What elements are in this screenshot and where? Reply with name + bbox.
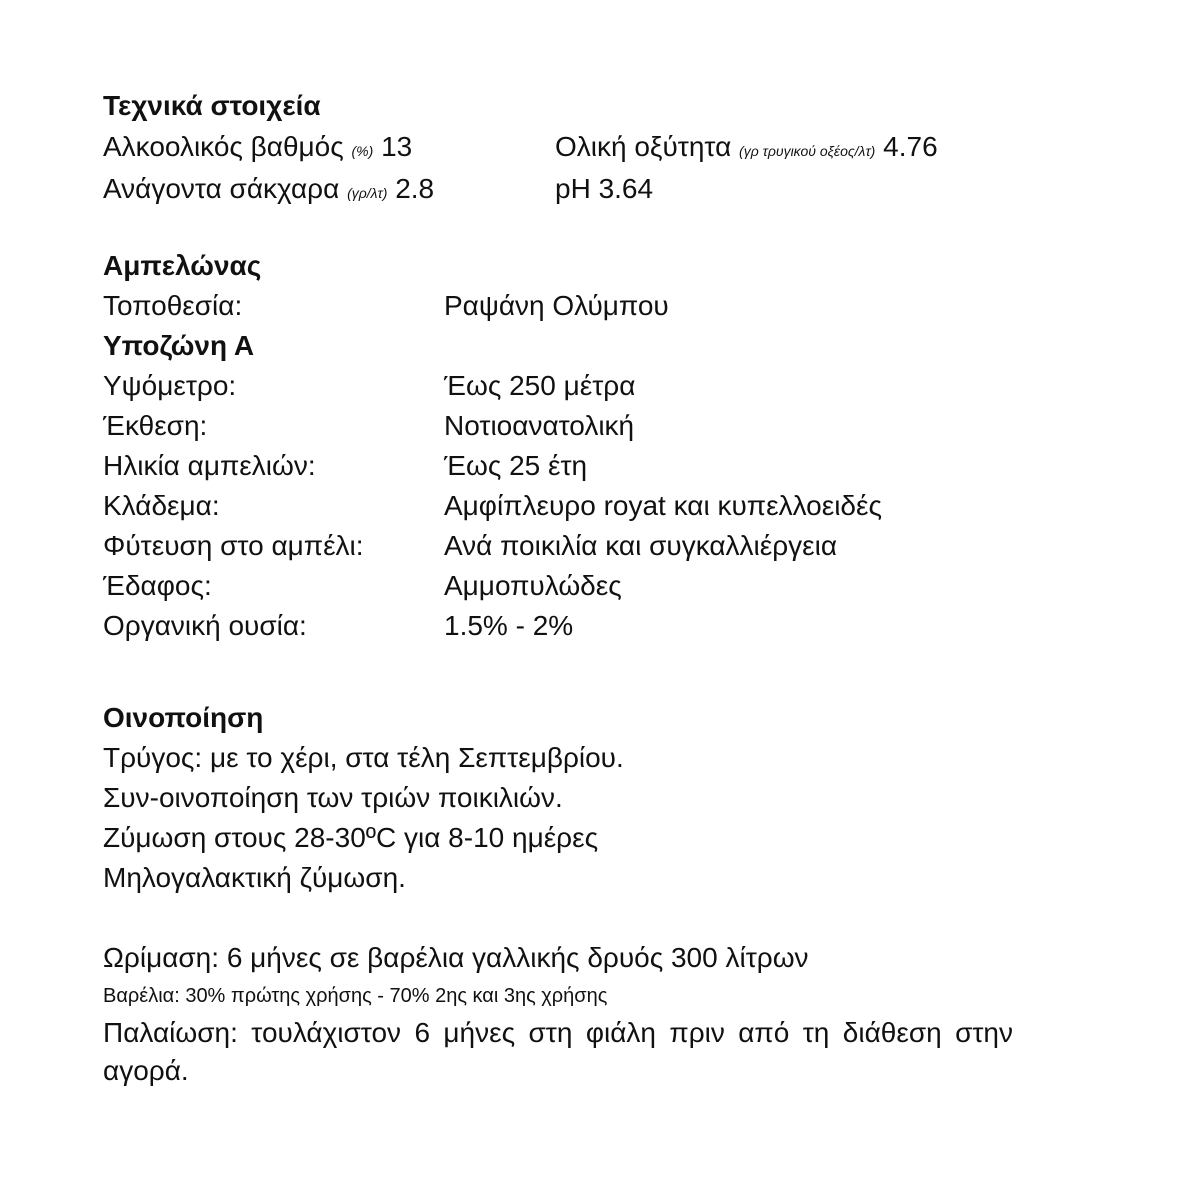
alcohol-row [103, 126, 412, 172]
sugars-value: 2.8 [395, 173, 435, 204]
sugars-unit: (γρ/λτ) [347, 185, 388, 201]
vineyard-row-value: 1.5% - 2% [444, 610, 574, 641]
vineyard-row-value: Αμμοπυλώδες [444, 570, 622, 601]
vineyard-row [103, 566, 1063, 606]
winemaking-line: Τρύγος: με το χέρι, στα τέλη Σεπτεμβρίου. [103, 742, 624, 773]
vineyard-row-value: Αμφίπλευρο royat και κυπελλοειδές [444, 490, 882, 521]
spacer [103, 210, 1063, 246]
alcohol-value: 13 [381, 131, 413, 162]
vineyard-row-label: Οργανική ουσία: [103, 610, 307, 641]
vineyard-row [103, 406, 1063, 446]
alcohol-unit: (%) [351, 143, 374, 159]
technical-values [103, 126, 1063, 210]
vineyard-row [103, 486, 1063, 526]
spacer [103, 646, 1063, 698]
acidity-value: 4.76 [883, 131, 938, 162]
sugars-label: Ανάγοντα σάκχαρα [103, 173, 340, 204]
acidity-label: Ολική οξύτητα [555, 131, 732, 162]
acidity-row [555, 126, 938, 172]
location-value: Ραψάνη Ολύμπου [444, 290, 669, 321]
vineyard-row-value: Νοτιοανατολική [444, 410, 635, 441]
vineyard-row-label: Έδαφος: [103, 570, 212, 601]
alcohol-label: Αλκοολικός βαθμός [103, 131, 344, 162]
location-row [103, 286, 1063, 326]
wine-spec-sheet [103, 86, 1063, 1090]
vineyard-row-label: Κλάδεμα: [103, 490, 220, 521]
ph-value: 3.64 [598, 173, 654, 204]
technical-section-title: Τεχνικά στοιχεία [103, 90, 321, 121]
winemaking-line: Ζύμωση στους 28-30ºC για 8-10 ημέρες [103, 822, 599, 853]
vineyard-row-label: Φύτευση στο αμπέλι: [103, 530, 364, 561]
bottle-aging-paragraph: Παλαίωση: τουλάχιστον 6 μήνες στη φιάλη πριν από τη διάθεση στην αγορά. [103, 1017, 1013, 1086]
vineyard-row [103, 526, 1063, 566]
winemaking-line: Μηλογαλακτική ζύμωση. [103, 862, 406, 893]
vineyard-row-value: Έως 25 έτη [444, 450, 588, 481]
vineyard-row-label: Έκθεση: [103, 410, 208, 441]
vineyard-section-title: Αμπελώνας [103, 250, 262, 281]
ph-label: pH [555, 173, 591, 204]
ph-row [555, 168, 653, 210]
vineyard-row-label: Ηλικία αμπελιών: [103, 450, 316, 481]
spacer [103, 898, 1063, 938]
vineyard-row [103, 366, 1063, 406]
vineyard-row-label: Υψόμετρο: [103, 370, 237, 401]
location-label: Τοποθεσία: [103, 290, 243, 321]
vineyard-row [103, 606, 1063, 646]
winemaking-section-title: Οινοποίηση [103, 702, 264, 733]
vineyard-row-value: Ανά ποικιλία και συγκαλλιέργεια [444, 530, 838, 561]
barrels-note: Βαρέλια: 30% πρώτης χρήσης - 70% 2ης και 3ης χρήσης [103, 985, 608, 1007]
vineyard-row-value: Έως 250 μέτρα [444, 370, 636, 401]
subzone-title: Υποζώνη Α [103, 330, 255, 361]
vineyard-row [103, 446, 1063, 486]
sugars-row [103, 168, 434, 214]
winemaking-line: Συν-οινοποίηση των τριών ποικιλιών. [103, 782, 563, 813]
maturation-line: Ωρίμαση: 6 μήνες σε βαρέλια γαλλικής δρυός 300 λίτρων [103, 942, 809, 973]
acidity-unit: (γρ τρυγικού οξέος/λτ) [739, 143, 876, 159]
